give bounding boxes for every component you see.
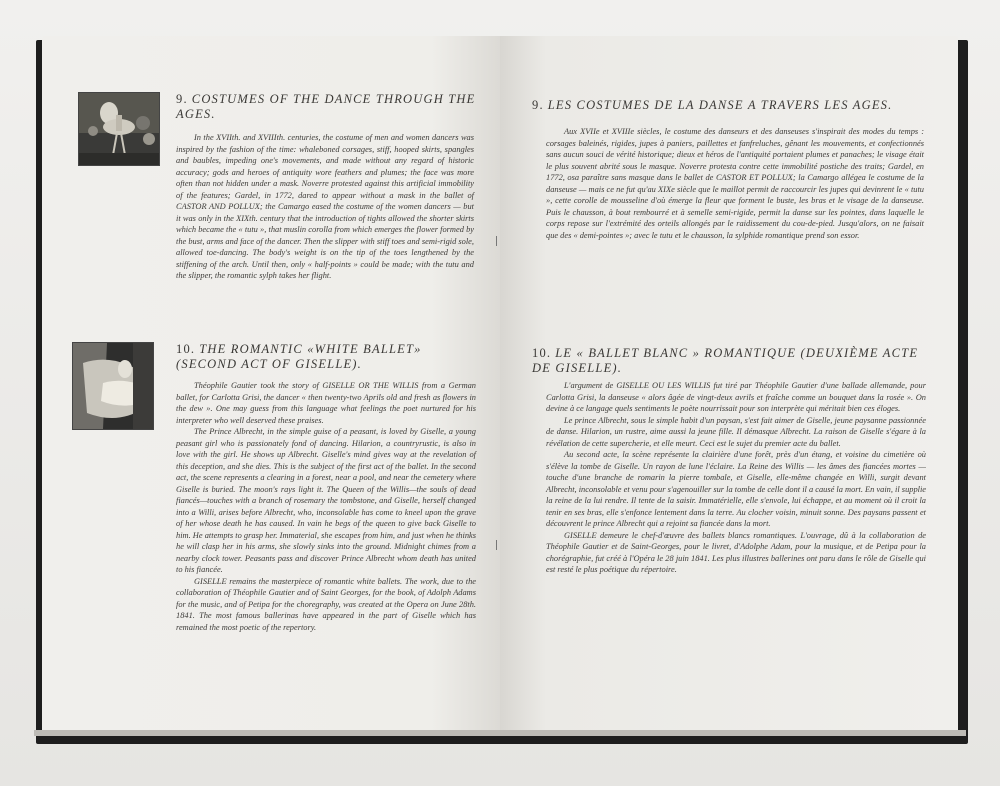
paragraph: GISELLE remains the masterpiece of romantic white ballets. The work, due to the collaboration of Théophile Gautier and of Saint Georges, for the book, of Adolph Adams for the music, and of Petipa for the choregraphy, was created at the Opera on June 28th. 1841. The most famous ballerinas have appeared in the part of Giselle which has remained the most poetic of the repertory. xyxy=(176,576,476,632)
section-10-heading-fr: 10. LE « BALLET BLANC » ROMANTIQUE (DEUXIÈME ACTE DE GISELLE). xyxy=(532,346,919,375)
staple-mark xyxy=(496,540,503,550)
section-10-body-fr xyxy=(546,380,926,576)
section-10-heading-en: 10. THE ROMANTIC «WHITE BALLET» (SECOND ACT OF GISELLE). xyxy=(176,342,422,371)
paragraph: L'argument de GISELLE OU LES WILLIS fut tiré par Théophile Gautier d'une ballade allemande, pour Carlotta Grisi, la danseuse « alors âgée de vingt-deux avrils et fraîche comme un bouquet dans la rosée ». On devine à ce langage quels sentiments le poète nourrissait pour son interprète qui méritait bien ces éloges. xyxy=(546,381,926,413)
giselle-white-ballet-photo xyxy=(72,342,154,430)
paragraph: Au second acte, la scène représente la clairière d'une forêt, près d'un étang, et voisine du cimetière où s'élève la tombe de Giselle. Un rayon de lune l'éclaire. La Reine des Willis — les âmes des fiancées mortes — touche d'une branche de romarin la pierre tombale, et Giselle, elle-même changée en Willi, surgit devant Albrecht, inconsolable et venu pour s'agenouiller sur la tombe de celle dont il a causé la mort. En vain, il supplie la reine de la lui rendre. Il tente de la saisir. Immatérielle, elle s'envole, lui échappe, et au moment où il croit la tenir en ses bras, elle s'enfonce lentement dans la terre. Au clocher voisin, minuit sonne. Des paysans passent et découvrent le prince Albrecht qui a rejoint sa fiancée dans la mort. xyxy=(546,450,926,528)
section-9-body-en xyxy=(176,132,474,282)
section-9-body-fr xyxy=(546,126,924,241)
section-9-heading-fr: 9. LES COSTUMES DE LA DANSE A TRAVERS LES AGES. xyxy=(532,98,893,112)
right-page-edge xyxy=(500,730,966,736)
right-page xyxy=(500,36,958,736)
photo-illustration xyxy=(79,93,159,165)
section-9-heading-en: 9. COSTUMES OF THE DANCE THROUGH THE AGES. xyxy=(176,92,476,121)
paragraph: GISELLE demeure le chef-d'œuvre des ballets blancs romantiques. L'ouvrage, dû à la collaboration de Théophile Gautier et de Saint-Georges, pour le livret, d'Adolphe Adam, pour la musique, et de Petipa pour la chorégraphie, fut créé à l'Opéra le 28 juin 1841. Les plus illustres ballerines ont paru dans le rôle de Giselle qui est resté le plus poétique du répertoire. xyxy=(546,530,926,574)
paragraph: Le prince Albrecht, sous le simple habit d'un paysan, s'est fait aimer de Giselle, jeune paysanne passionnée de danse. Hilarion, un rustre, aime aussi la jeune fille. Il démasque Albrecht. La raison de Giselle s'égare à la révélation de cette supercherie, et elle meurt. Ceci est le sujet du premier acte du ballet. xyxy=(546,415,926,448)
paragraph: Théophile Gautier took the story of GISELLE OR THE WILLIS from a German ballet, for Carlotta Grisi, the dancer « then twenty-two Aprils old and fresh as flowers in the dew ». One may guess from this language what feelings the poet nurtured for his interpreter who well deserved these praises. xyxy=(176,381,476,425)
photo-illustration xyxy=(73,343,153,429)
paragraph: Aux XVIIe et XVIIIe siècles, le costume des danseurs et des danseuses s'inspirait des modes du temps : corsages baleinés, rigides, jupes à paniers, paillettes et fanfreluches, gênant les mouvements, et confectionnés sans aucun souci de vérité historique; dieux et héros de l'antiquité portaient plumes et panaches; le visage était le plus souvent abrité sous le masque. Noverre protesta contre cette immobilité postiche des traits; Gardel, en 1772, osa paraître sans masque dans le ballet de CASTOR ET POLLUX; la Camargo allégea le costume de la danseuse — mais ce ne fut qu'au XIXe siècle que le maillot permit de raccourcir les jupes qui devinrent le « tutu », cette corolle de mousseline d'où émerge la fleur que forment le buste, les bras et le visage de la danseuse. Puis le chausson, à bout rembourré et à semelle semi-rigide, permit la danse sur les pointes, dans laquelle le corps repose sur l'extrémité des orteils allongés par le raidissement du cou-de-pied. Jusqu'alors, on ne faisait que des « demi-pointes »; avec le tutu et le chausson, la sylphide romantique prend son essor. xyxy=(546,127,924,240)
left-page-edge xyxy=(34,730,500,736)
staple-mark xyxy=(496,236,503,246)
paragraph: The Prince Albrecht, in the simple guise of a peasant, is loved by Giselle, a young peasant girl who is passionately fond of dancing. Hilarion, a countryrustic, is also in love with the girl. He shows up Albrecht. Giselle's mind gives way at the revelation of this deception, and she dies. This is the subject of the first act of the ballet. In the second act, the scene represents a clearing in a forest, near a pool, and near the cemetery where Giselle is buried. The moon's rays light it. The Queen of the Willis—the souls of dead fiancés—touches with a branch of rosemary the tombstone, and Giselle, herself changed into a Willi, arises before Albrecht, who, inconsolable has come to kneel upon the grave of her whose death he has caused. In vain he begs of the queen to give back Giselle to him. He attempts to grasp her. Immaterial, she escapes from him, and just when he thinks he will clasp her in his arms, she slowly sinks into the ground. Midnight chimes from a nearby clock tower. Peasants pass and discover Prince Albrecht whom death has united to his fiancée. xyxy=(176,427,476,574)
paragraph: In the XVIIth. and XVIIIth. centuries, the costume of men and women dancers was inspired by the fashion of the time: whaleboned corsages, stiff, hooped skirts, spangles and baubles, impeding one's movements, and made without any regard of historic accuracy; gods and heroes of antiquity wore feathers and plumes; the face was more often than not hidden under a mask. Noverre protested against this artificial immobility of the features; Gardel, in 1772, dared to appear without a mask in the ballet of CASTOR AND POLLUX; the Camargo eased the costume of the women dancers — but it was only in the XIXth. century that the introduction of tights allowed the shorter skirts which became the « tutu », that muslin corolla from which emerges the flower formed by the bust, arms and face of the dancer. Then the slipper with stiff toes and semi-rigid sole, allowed toe-dancing. The body's weight is on the tip of the toes lengthened by the stiffening of the arch. Until then, only « half-points » could be made; with the tutu and the slipper, the romantic sylph takes her flight. xyxy=(176,133,474,280)
section-10-body-en xyxy=(176,380,476,633)
dancer-costume-photo xyxy=(78,92,160,166)
left-page xyxy=(42,36,500,736)
